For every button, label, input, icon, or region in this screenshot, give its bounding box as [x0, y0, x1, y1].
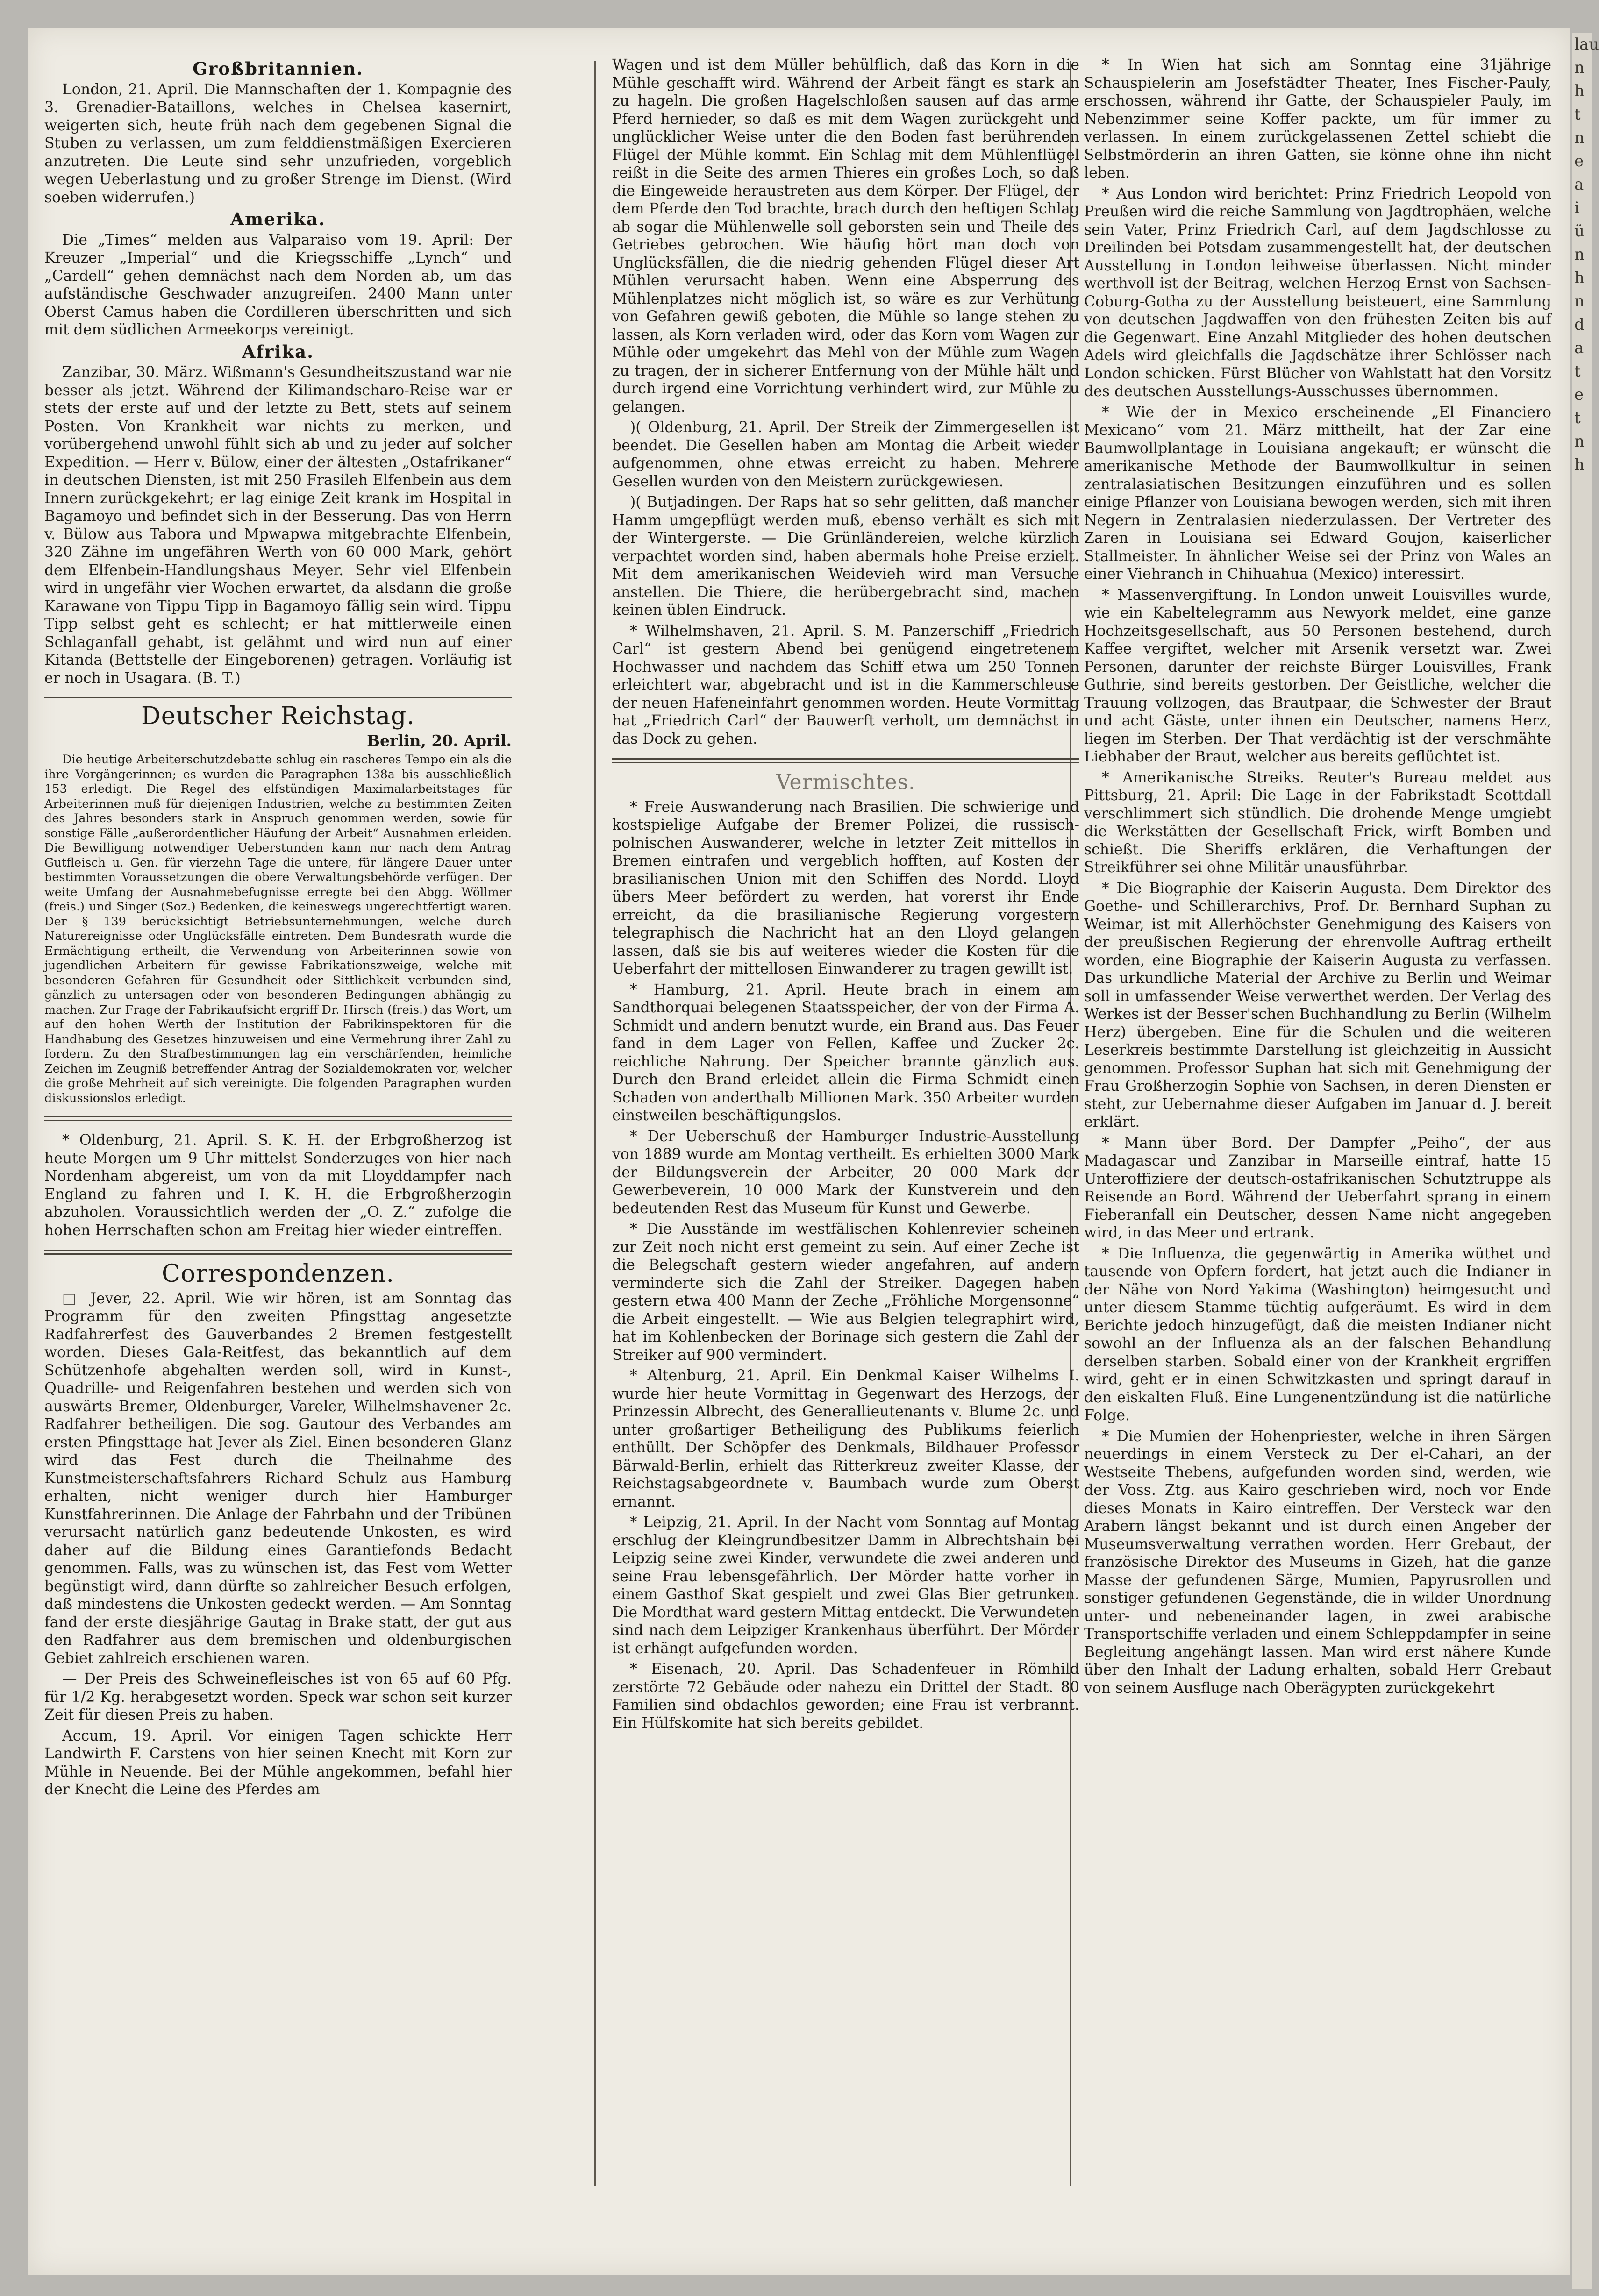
article: Die „Times“ melden aus Valparaiso vom 19. April: Der Kreuzer „Imperial“ und die Kriegsschiffe „Lynch“ und „Cardell“ gehen demnächst nach dem Norden ab, um das aufständische Geschwader anzugreifen. 2400 Mann unter Oberst Camus haben die Cordilleren überschritten und sich mit dem südlichen Armeekorps vereinigt. — [44, 231, 512, 338]
edge-glyph: n — [1574, 245, 1585, 264]
article: )( Butjadingen. Der Raps hat so sehr gelitten, daß mancher Hamm umgepflügt werden muß, ebenso verhält es sich mit der Wintergerste. — Die Grünländereien, welche kürzlich verpachtet worden sind, haben abermals hohe Preise erzielt. Mit dem amerikanischen Weidevieh wird man Versuche anstellen. Die Thiere, die herübergebracht sind, machen keinen üblen Eindruck. — [612, 494, 1079, 618]
article: * In Wien hat sich am Sonntag eine 31jährige Schauspielerin am Josefstädter Theater, Ines Fischer-Pauly, erschossen, während ihr Gatte, der Schauspieler Pauly, im Nebenzimmer seine Koffer packte, um für immer zu verlassen. In einem zurückgelassenen Zettel schiebt die Selbstmörderin an ihren Gatten, sie könne ohne ihn nicht leben. — [1084, 57, 1551, 181]
article: — Der Preis des Schweinefleisches ist von 65 auf 60 Pfg. für 1/2 Kg. herabgesetzt worden. Speck war schon seit kurzer Zeit für diesen Preis zu haben. — [44, 1670, 512, 1723]
article: * Mann über Bord. Der Dampfer „Peiho“, der aus Madagascar und Zanzibar in Marseille eintraf, hatte 15 Unteroffiziere der deutsch-ostafrikanischen Schutztruppe als Reisende an Bord. Während der Ueberfahrt sprang in einem Fieberanfall ein Deutscher, dessen Name nicht angegeben wird, in das Meer und ertrank. — [1084, 1134, 1551, 1241]
article: London, 21. April. Die Mannschaften der 1. Kompagnie des 3. Grenadier-Bataillons, welches in Chelsea kasernirt, weigerten sich, heute früh nach dem gegebenen Signal die Stuben zu verlassen, um zum felddienstmäßigen Exercieren anzutreten. Die Leute sind sehr unzufrieden, vorgeblich wegen Ueberlastung und zu großer Strenge im Dienst. (Wird soeben widerrufen.) — [44, 81, 512, 206]
column-2 — [612, 56, 1079, 1735]
divider — [612, 758, 1079, 763]
edge-glyph: t — [1574, 105, 1581, 124]
article: □ Jever, 22. April. Wie wir hören, ist am Sonntag das Programm für den zweiten Pfingsttag angesetzte Radfahrerfest des Gauverbandes 2 Bremen festgestellt worden. Dieses Gala-Reitfest, das bekanntlich auf dem Schützenhofe abgehalten werden soll, wird in Kunst-, Quadrille- und Reigenfahren bestehen und werden sich von auswärts Bremer, Oldenburger, Vareler, Wilhelmshavener 2c. Radfahrer betheiligen. Die sog. Gautour des Verbandes am ersten Pfingsttage hat Jever als Ziel. Einen besonderen Glanz wird das Fest durch die Theilnahme des Kunstmeisterschaftsfahrers Richard Schulz aus Hamburg erhalten, nicht weniger durch hier Hamburger Kunstfahrerinnen. Die Anlage der Fahrbahn und der Tribünen verursacht natürlich ganz bedeutende Unkosten, es wird daher auf die Bildung eines Garantiefonds Bedacht genommen. Falls, was zu wünschen ist, das Fest vom Wetter begünstigt wird, dann dürfte so zahlreicher Besuch erfolgen, daß mindestens die Unkosten gedeckt werden. — Am Sonntag fand der erste diesjährige Gautag in Brake statt, der gut aus den Radfahrer aus dem bremischen und oldenburgischen Gebiet zahlreich erschienen waren. — [44, 1290, 512, 1667]
edge-glyph: h — [1574, 82, 1585, 100]
article: Zanzibar, 30. März. Wißmann's Gesundheitszustand war nie besser als jetzt. Während der Kilimandscharo-Reise war er stets der erste auf und der letzte zu Bett, stets auf seinem Posten. Von Krankheit war nichts zu merken, und vorübergehend unwohl fühlt sich ab und zu jeder auf solcher Expedition. — Herr v. Bülow, einer der ältesten „Ostafrikaner“ in deutschen Diensten, ist mit 250 Frasileh Elfenbein aus dem Innern zurückgekehrt; er lag einige Zeit krank im Hospital in Bagamoyo und befindet sich in der Besserung. Das von Herrn v. Bülow aus Tabora und Mpwapwa mitgebrachte Elfenbein, 320 Zähne im ungefähren Werth von 60 000 Mark, gehört dem Elfenbein-Handlungshaus Meyer. Sehr viel Elfenbein wird in ungefähr vier Wochen erwartet, da alsdann die große Karawane von Tippu Tipp in Bagamoyo fällig sein wird. Tippu Tipp selbst geht es schlecht; er hat mittlerweile einen Schlaganfall gehabt, ist gelähmt und wird nun auf einer Kitanda (Bettstelle der Eingeborenen) getragen. Vorläufig ist er noch in Usagara. (B. T.) — [44, 364, 512, 687]
section-heading: Afrika. — [242, 341, 314, 362]
section-title: Deutscher Reichstag. — [141, 702, 415, 730]
edge-glyph: n — [1574, 432, 1585, 451]
adjacent-page-edge — [1572, 33, 1599, 2289]
edge-glyph: e — [1574, 385, 1584, 404]
section-title: Correspondenzen. — [161, 1260, 395, 1288]
article: Accum, 19. April. Vor einigen Tagen schickte Herr Landwirth F. Carstens von hier seinen Knecht mit Korn zur Mühle in Neuende. Bei der Mühle angekommen, befahl hier der Knecht die Leine des Pferdes am — [44, 1727, 512, 1798]
article: * Freie Auswanderung nach Brasilien. Die schwierige und kostspielige Aufgabe der Bremer Polizei, die russisch-polnischen Auswanderer, welche in letzter Zeit mittellos in Bremen eintrafen und vergeblich hofften, auf Kosten der brasilianischen Union mit den Schiffen des Nordd. Lloyd übers Meer befördert zu werden, hat vorerst ihr Ende erreicht, da die brasilianische Regierung vorgestern telegraphisch die Nachricht hat an den Lloyd gelangen lassen, daß sie bis auf weiteres wieder die Kosten für die Ueberfahrt der mittellosen Einwanderer zu tragen gewillt ist. — [612, 798, 1079, 977]
article: * Oldenburg, 21. April. S. K. H. der Erbgroßherzog ist heute Morgen um 9 Uhr mittelst Sonderzuges von hier nach Nordenham abgereist, um von da mit Lloyddampfer nach England zu fahren und I. K. H. die Erbgroßherzogin abzuholen. Voraussichtlich werden der „O. Z.“ zufolge die hohen Herrschaften schon am Freitag hier wieder eintreffen. — [44, 1132, 512, 1239]
edge-glyph: t — [1574, 362, 1581, 381]
article: Die heutige Arbeiterschutzdebatte schlug ein rascheres Tempo ein als die ihre Vorgängerinnen; es wurden die Paragraphen 138a bis ausschließlich 153 erledigt. Die Regel des elfstündigen Maximalarbeitstages für Arbeiterinnen muß für diejenigen Industrien, welche zu bestimmten Zeiten des Jahres besonders stark in Anspruch genommen werden, sowie für sonstige Fälle „außerordentlicher Häufung der Arbeit“ Ausnahmen erleiden. Die Bewilligung notwendiger Ueberstunden kann nur nach dem Antrag Gutfleisch u. Gen. für vierzehn Tage die untere, für längere Dauer unter bestimmten Voraussetzungen die obere Verwaltungsbehörde verfügen. Der weite Umfang der Ausnahmebefugnisse erregte bei den Abgg. Wöllmer (freis.) und Singer (Soz.) Bedenken, die keineswegs ungerechtfertigt waren. Der § 139 berücksichtigt Betriebsunternehmungen, welche durch Naturereignisse oder Unglücksfälle eintreten. Dem Bundesrath wurde die Ermächtigung ertheilt, die Verwendung von Arbeiterinnen sowie von jugendlichen Arbeitern für gewisse Fabrikationszweige, welche mit besonderen Gefahren für Gesundheit oder Sittlichkeit verbunden sind, gänzlich zu untersagen oder von besonderen Bedingungen abhängig zu machen. Zur Frage der Fabrikaufsicht ergriff Dr. Hirsch (freis.) das Wort, um auf den hohen Werth der Institution der Fabrikinspektoren für die Handhabung des Gesetzes hinzuweisen und eine Vermehrung ihrer Zahl zu fordern. Zu den Strafbestimmungen lag ein verschärfenden, heimliche Zeichen im Zeugniß betreffender Antrag der Sozialdemokraten vor, welcher die große Mehrheit auf sich vereinigte. Die folgenden Paragraphen wurden diskussionslos erledigt. — [44, 753, 512, 1105]
edge-glyph: n — [1574, 58, 1585, 77]
section-title: Vermischtes. — [776, 770, 916, 794]
edge-glyph: a — [1574, 339, 1584, 357]
article: * Wilhelmshaven, 21. April. S. M. Panzerschiff „Friedrich Carl“ ist gestern Abend bei genügend eingetretenem Hochwasser und nachdem das Schiff etwa um 250 Tonnen erleichtert war, abgebracht und ist in die Kammerschleuse der neuen Hafeneinfahrt genommen worden. Heute Vormittag hat „Friedrich Carl“ der Bauwerft verholt, um demnächst in das Dock zu gehen. — [612, 622, 1079, 747]
edge-glyph: h — [1574, 269, 1585, 287]
edge-glyph: e — [1574, 152, 1584, 171]
edge-glyph: t — [1574, 409, 1581, 427]
edge-glyph: n — [1574, 128, 1585, 147]
article: * Altenburg, 21. April. Ein Denkmal Kaiser Wilhelms I. wurde hier heute Vormittag in Gegenwart des Herzogs, der Prinzessin Albrecht, des Generallieutenants v. Blume 2c. und unter großartiger Betheiligung des Publikums feierlich enthüllt. Der Schöpfer des Denkmals, Bildhauer Professor Bärwald-Berlin, erhielt das Ritterkreuz zweiter Klasse, der Reichstagsabgeordnete v. Baumbach wurde zum Oberst ernannt. — [612, 1367, 1079, 1510]
divider — [44, 1116, 512, 1121]
section-heading: Amerika. — [230, 209, 326, 229]
column-3 — [1084, 56, 1551, 1700]
article: * Eisenach, 20. April. Das Schadenfeuer in Römhild zerstörte 72 Gebäude oder nahezu ein Drittel der Stadt. 80 Familien sind obdachlos geworden; eine Frau ist verbrannt. Ein Hülfskomite hat sich bereits gebildet. — [612, 1661, 1079, 1732]
edge-glyph: i — [1574, 199, 1579, 217]
article: * Hamburg, 21. April. Heute brach in einem am Sandthorquai belegenen Staatsspeicher, der von der Firma A. Schmidt und andern benutzt wurde, ein Brand aus. Das Feuer fand in dem Lager von Fellen, Kaffee und Zucker 2c. reichliche Nahrung. Der Speicher brannte gänzlich aus. Durch den Brand erleidet allein die Firma Schmidt einen Schaden von anderthalb Millionen Mark. 350 Arbeiter wurden einstweilen beschäftigungslos. — [612, 981, 1079, 1124]
divider — [44, 1250, 512, 1255]
edge-glyph: a — [1574, 175, 1584, 194]
edge-glyph: n — [1574, 292, 1585, 311]
edge-glyph: lau — [1574, 35, 1599, 54]
article: )( Oldenburg, 21. April. Der Streik der Zimmergesellen ist beendet. Die Gesellen haben am Montag die Arbeit wieder aufgenommen, ohne etwas erreicht zu haben. Mehrere Gesellen wurden von den Meistern zurückgewiesen. — [612, 419, 1079, 490]
article: * Die Ausstände im westfälischen Kohlenrevier scheinen zur Zeit noch nicht erst gemeint zu sein. Auf einer Zeche ist die Belegschaft gestern wieder angefahren, auf andern verminderte sich die Zahl der Streiker. Dagegen haben gestern etwa 400 Mann der Zeche „Fröhliche Morgensonne“ die Arbeit eingestellt. — Wie aus Belgien telegraphirt wird, hat im Kohlenbecken der Borinage sich gestern die Zahl der Streiker auf 900 vermindert. — [612, 1221, 1079, 1364]
article: * Leipzig, 21. April. In der Nacht vom Sonntag auf Montag erschlug der Kleingrundbesitzer Damm in Albrechtshain bei Leipzig seine zwei Kinder, verwundete die zwei anderen und seine Frau lebensgefährlich. Der Mörder hatte vorher in einem Gasthof Skat gespielt und zwei Glas Bier getrunken. Die Mordthat ward gestern Mittag entdeckt. Die Verwundeten sind nach dem Leipziger Krankenhaus überführt. Der Mörder ist erhängt aufgefunden worden. — [612, 1514, 1079, 1657]
edge-glyph: ü — [1574, 222, 1585, 241]
article: * Die Biographie der Kaiserin Augusta. Dem Direktor des Goethe- und Schillerarchivs, Prof. Dr. Bernhard Suphan zu Weimar, ist mit Allerhöchster Genehmigung des Kaisers von der preußischen Regierung der ehrenvolle Auftrag ertheilt worden, eine Biographie der Kaiserin Augusta zu verfassen. Das urkundliche Material der Archive zu Berlin und Weimar soll in umfassender Weise verwerthet werden. Der Verlag des Werkes ist der Besser'schen Buchhandlung zu Berlin (Wilhelm Herz) übergeben. Eine für die Schulen und die weiteren Leserkreis bestimmte Darstellung ist gleichzeitig in Aussicht genommen. Professor Suphan hat sich mit Genehmigung der Frau Großherzogin Sophie von Sachsen, in deren Diensten er steht, zur Uebernahme dieser Aufgaben im Januar d. J. bereit erklärt. — [1084, 880, 1551, 1130]
article: * Die Mumien der Hohenpriester, welche in ihren Särgen neuerdings in einem Versteck zu Der el-Cahari, an der Westseite Thebens, aufgefunden worden sind, werden, wie der Voss. Ztg. aus Kairo geschrieben wird, noch vor Ende dieses Monats in Kairo eintreffen. Der Versteck war den Arabern längst bekannt und ist durch einen Angeber der Museumsverwaltung verrathen worden. Herr Grebaut, der französische Direktor des Museums in Gizeh, hat die ganze Masse der gefundenen Särge, Mumien, Papyrusrollen und sonstiger gefundenen Gegenstände, die in wilder Unordnung unter- und nebeneinander lagen, in zwei arabische Transportschiffe verladen und einem Schleppdampfer in seine Begleitung angehängt lassen. Man wird erst nähere Kunde über den Inhalt der Ladung erhalten, sobald Herr Grebaut von seinem Ausfluge nach Oberägypten zurückgekehrt — [1084, 1428, 1551, 1697]
article: * Amerikanische Streiks. Reuter's Bureau meldet aus Pittsburg, 21. April: Die Lage in der Fabrikstadt Scottdall verschlimmert sich stündlich. Die drohende Menge umgiebt die Werkstätten der Gesellschaft Frick, wirft Bomben und schießt. Die Sheriffs erklären, die Verhaftungen der Streikführer sei ohne Militär unausführbar. — [1084, 769, 1551, 876]
column-rule — [594, 61, 596, 2186]
article: Wagen und ist dem Müller behülflich, daß das Korn in die Mühle geschafft wird. Während der Arbeit fängt es stark an zu hageln. Die großen Hagelschloßen sausen auf das arme Pferd hernieder, so daß es mit dem Wagen zurückgeht und unglücklicher Weise unter die den Boden fast berührenden Flügel der Mühle kommt. Ein Schlag mit dem Mühlenflügel reißt in die Seite des armen Thieres ein großes Loch, so daß die Eingeweide heraustreten aus dem Körper. Der Flügel, der dem Pferde den Tod brachte, brach durch den heftigen Schlag ab sogar die Mühlenwelle soll geborsten sein und Theile des Getriebes gebrochen. Wie häufig hört man doch von Unglücksfällen, die die niedrig gehenden Flügel dieser Art Mühlen verursacht haben. Wenn eine Absperrung des Mühlenplatzes nicht möglich ist, so wäre es zur Verhütung von Gefahren gewiß geboten, die Mühle so lange stehen zu lassen, als Korn verladen wird, oder das Korn vom Wagen zur Mühle oder umgekehrt das Mehl von der Mühle zum Wagen zu tragen, der in sicherer Entfernung von der Mühle hält und durch irgend eine Vorrichtung verhindert wird, zur Mühle zu gelangen. — [612, 57, 1079, 415]
divider — [44, 697, 512, 698]
dateline: Berlin, 20. April. — [367, 731, 512, 750]
edge-glyph: d — [1574, 315, 1585, 334]
article: * Der Ueberschuß der Hamburger Industrie-Ausstellung von 1889 wurde am Montag vertheilt. Es erhielten 3000 Mark der Bildungsverein der Arbeiter, 20 000 Mark der Gewerbeverein, 10 000 Mark der Kunstverein und den bedeutenden Rest das Museum für Kunst und Gewerbe. — [612, 1128, 1079, 1217]
edge-glyph: h — [1574, 455, 1585, 474]
article: * Die Influenza, die gegenwärtig in Amerika wüthet und tausende von Opfern fordert, hat jetzt auch die Indianer in der Nähe von Nord Yakima (Washington) heimgesucht und unter diesem Stamme tüchtig aufgeräumt. Es wird in dem Berichte jedoch hinzugefügt, daß die meisten Indianer nicht sowohl an der Influenza als an der falschen Behandlung derselben starben. Sobald einer von der Krankheit ergriffen wird, geht er in einen Schwitzkasten und springt darauf in den eiskalten Fluß. Eine Lungenentzündung ist die natürliche Folge. — [1084, 1245, 1551, 1424]
article: * Aus London wird berichtet: Prinz Friedrich Leopold von Preußen wird die reiche Sammlung von Jagdtrophäen, welche sein Vater, Prinz Friedrich Carl, auf dem Jagdschlosse zu Dreilinden bei Potsdam zusammengestellt hat, der deutschen Ausstellung in London leihweise überlassen. Nicht minder werthvoll ist der Beitrag, welchen Herzog Ernst von Sachsen-Coburg-Gotha zu der Ausstellung beisteuert, eine Sammlung von deutschen Jagdwaffen von den frühesten Zeiten bis auf die Gegenwart. Eine Anzahl Mitglieder des hohen deutschen Adels wird gleichfalls die Jagdschätze ihrer Schlösser nach London schicken. Fürst Blücher von Wahlstatt hat den Vorsitz des deutschen Ausstellungs-Ausschusses übernommen. — [1084, 185, 1551, 400]
section-heading: Großbritannien. — [193, 58, 364, 79]
article: * Massenvergiftung. In London unweit Louisvilles wurde, wie ein Kabeltelegramm aus Newyork meldet, eine ganze Hochzeitsgesellschaft, aus 50 Personen bestehend, durch Kaffee vergiftet, welcher mit Arsenik versetzt war. Zwei Personen, darunter der reichste Bürger Louisvilles, Frank Guthrie, sind bereits gestorben. Der Geistliche, welcher die Trauung vollzogen, das Brautpaar, die Schwester der Braut und acht Gäste, unter ihnen ein Deutscher, namens Herz, liegen im Sterben. Der That verdächtig ist der verschmähte Liebhaber der Braut, welcher aus bereits geflüchtet ist. — [1084, 586, 1551, 765]
column-1 — [44, 56, 512, 1802]
article: * Wie der in Mexico erscheinende „El Financiero Mexicano“ vom 21. März mittheilt, hat der Zar eine Baumwollplantage in Louisiana angekauft; er wünscht die amerikanische Methode der Baumwollkultur in seinen zentralasiatischen Besitzungen einzuführen und es sollen einige Pflanzer von Louisiana bewogen werden, sich mit ihren Negern in Zentralasien niederzulassen. Der Vertreter des Zaren in Louisiana sei Edward Goujon, kaiserlicher Stallmeister. In ähnlicher Weise sei der Prinz von Wales an einer Viehranch in Chihuahua (Mexico) interessirt. — [1084, 404, 1551, 583]
